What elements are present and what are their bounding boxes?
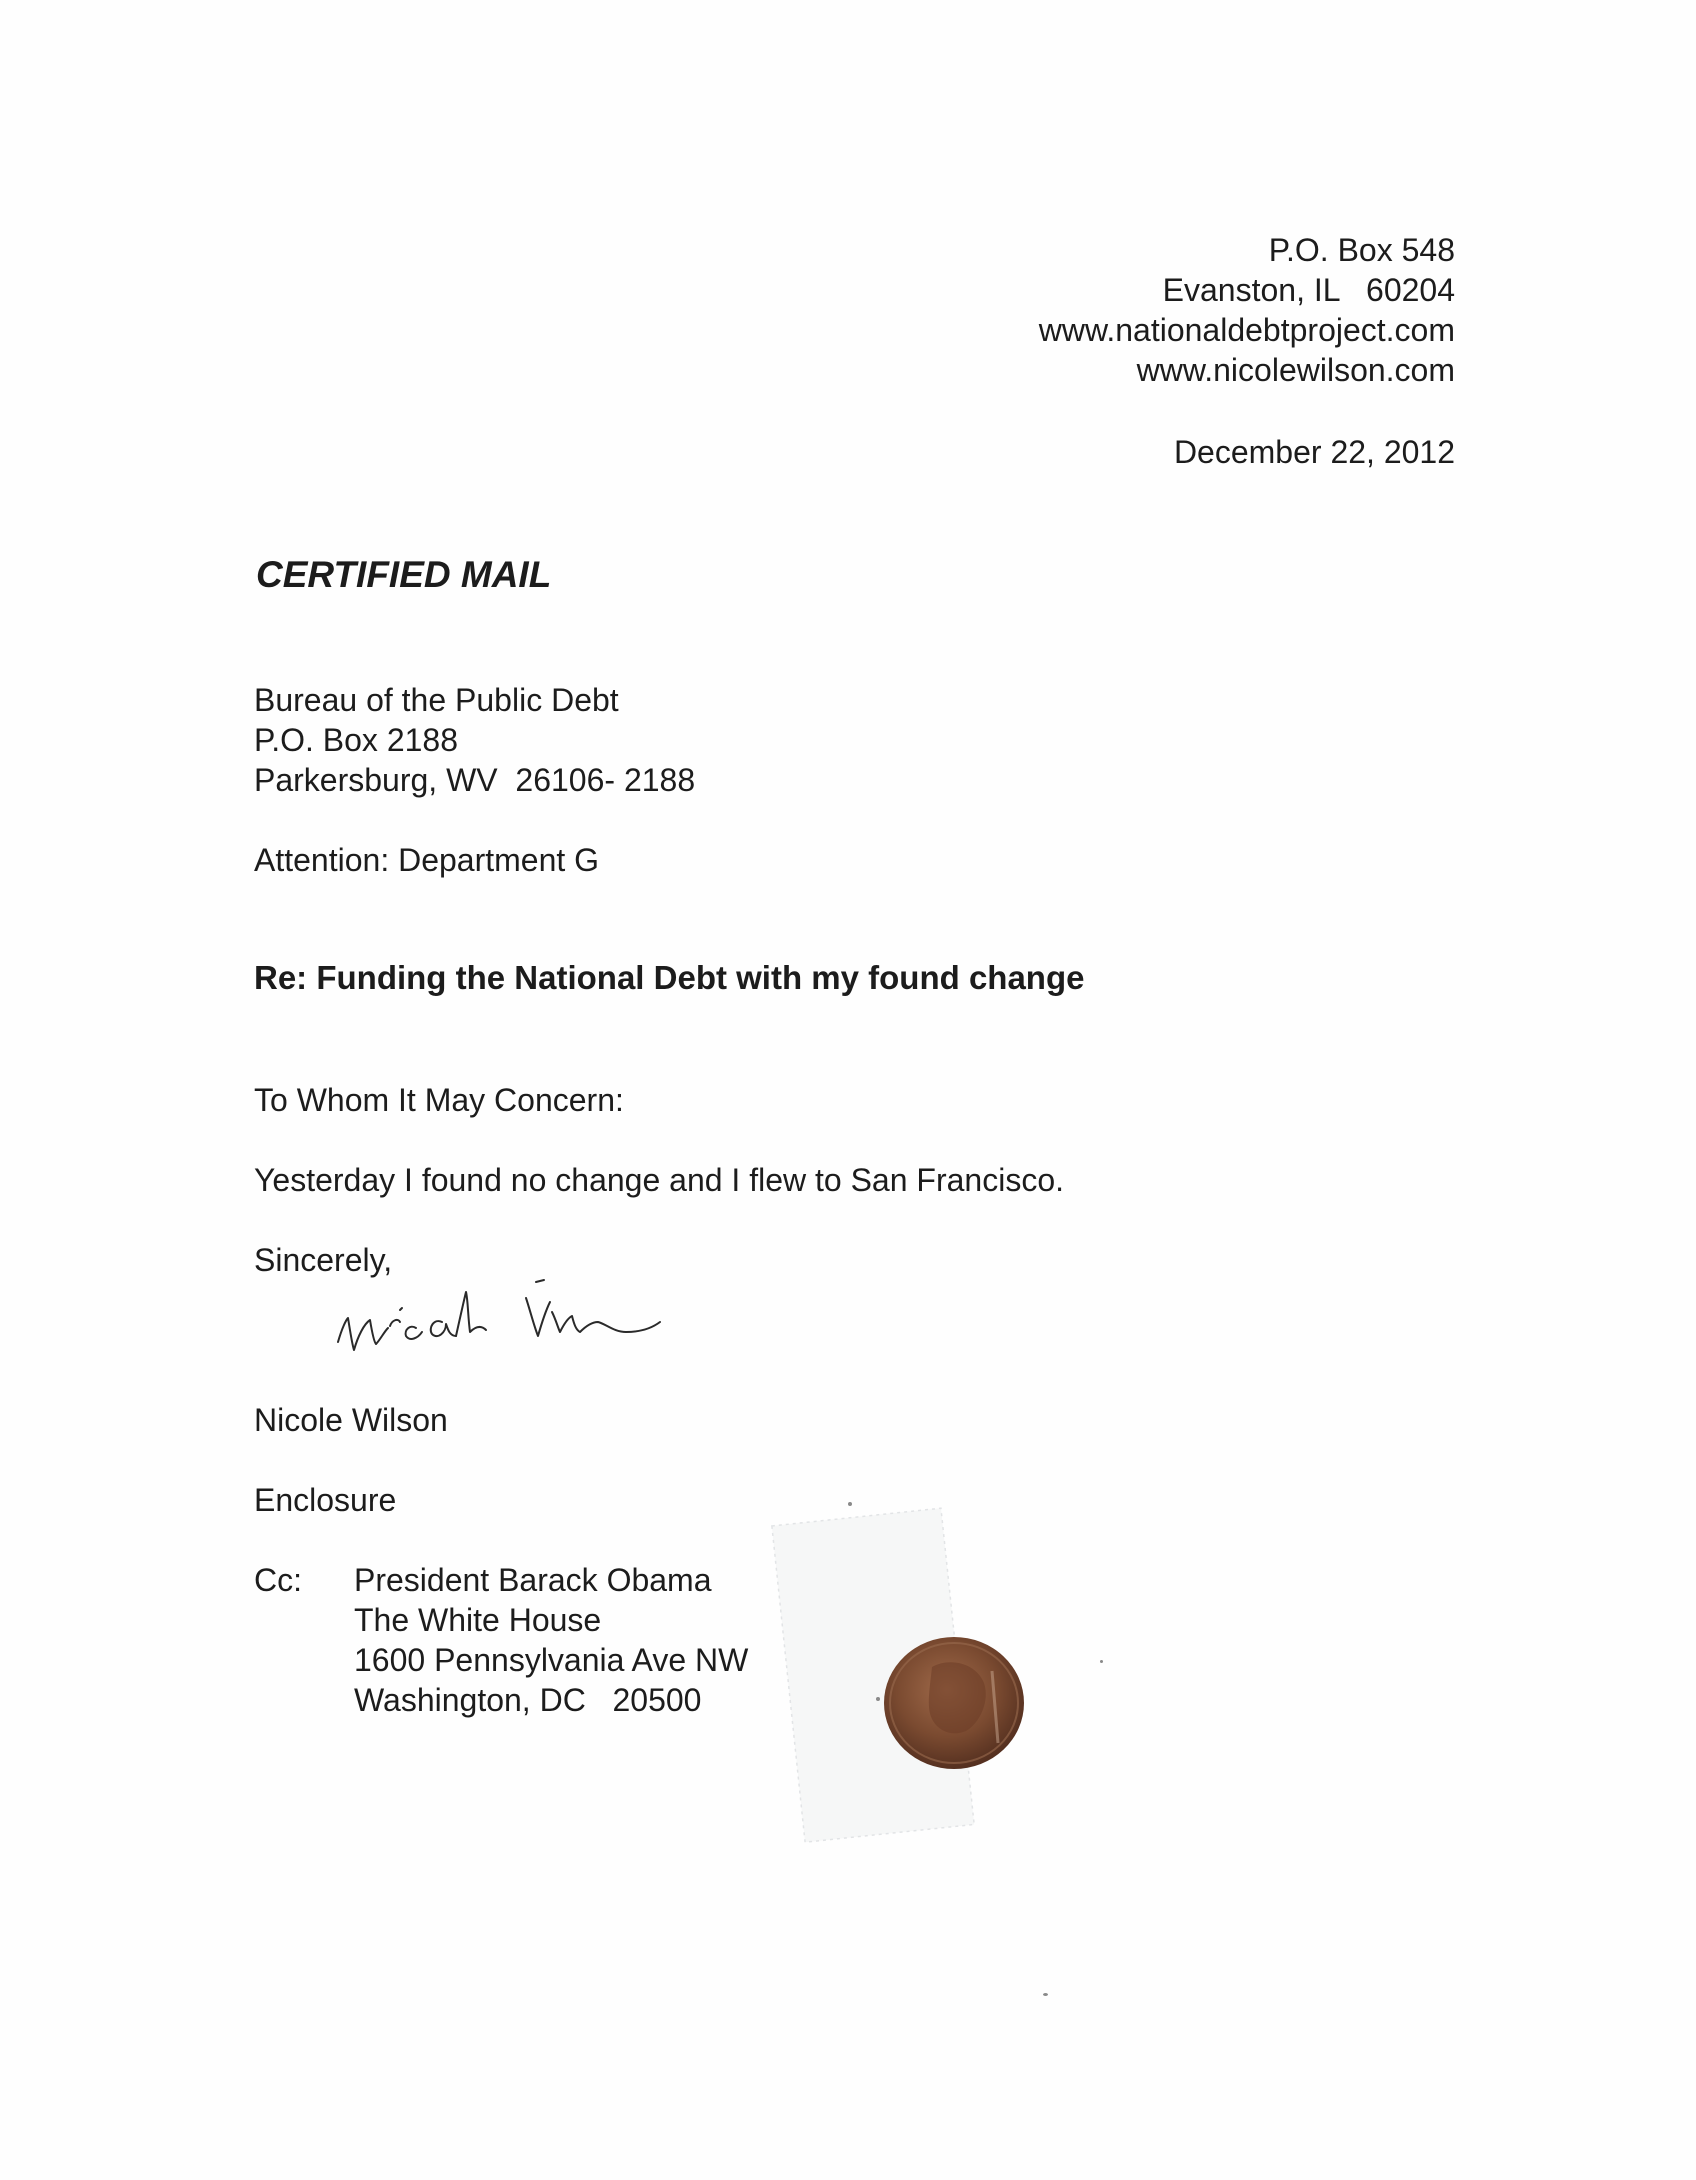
scan-speck — [848, 1502, 852, 1506]
sender-address — [1039, 230, 1455, 390]
closing: Sincerely, — [254, 1242, 393, 1278]
recipient-address-line: Bureau of the Public Debt — [254, 682, 619, 718]
salutation: To Whom It May Concern: — [254, 1082, 624, 1118]
scan-speck — [1100, 1660, 1103, 1663]
recipient-address — [254, 680, 695, 800]
handwritten-signature — [330, 1270, 720, 1380]
scan-speck — [876, 1697, 880, 1701]
sender-address-line: Evanston, IL 60204 — [1162, 272, 1455, 308]
mail-type-heading: CERTIFIED MAIL — [256, 554, 552, 595]
sender-website-link: www.nicolewilson.com — [1136, 352, 1455, 388]
sender-address-line: P.O. Box 548 — [1268, 232, 1455, 268]
scan-speck — [1043, 1993, 1048, 1996]
cc-address — [354, 1560, 748, 1720]
cc-address-line: President Barack Obama — [354, 1562, 712, 1598]
recipient-address-line: P.O. Box 2188 — [254, 722, 458, 758]
subject-line: Re: Funding the National Debt with my found change — [254, 959, 1085, 996]
enclosure-label: Enclosure — [254, 1482, 397, 1518]
coin-icon — [872, 1627, 1032, 1777]
cc-address-line: Washington, DC 20500 — [354, 1682, 702, 1718]
signer-name: Nicole Wilson — [254, 1402, 448, 1438]
sender-website-link: www.nationaldebtproject.com — [1038, 312, 1455, 348]
body-paragraph: Yesterday I found no change and I flew to San Francisco. — [254, 1162, 1064, 1198]
cc-label: Cc: — [254, 1562, 302, 1598]
cc-address-line: The White House — [354, 1602, 602, 1638]
attention-line: Attention: Department G — [254, 842, 600, 878]
letter-date: December 22, 2012 — [1173, 434, 1455, 470]
recipient-address-line: Parkersburg, WV 26106- 2188 — [254, 762, 696, 798]
cc-address-line: 1600 Pennsylvania Ave NW — [354, 1642, 749, 1678]
